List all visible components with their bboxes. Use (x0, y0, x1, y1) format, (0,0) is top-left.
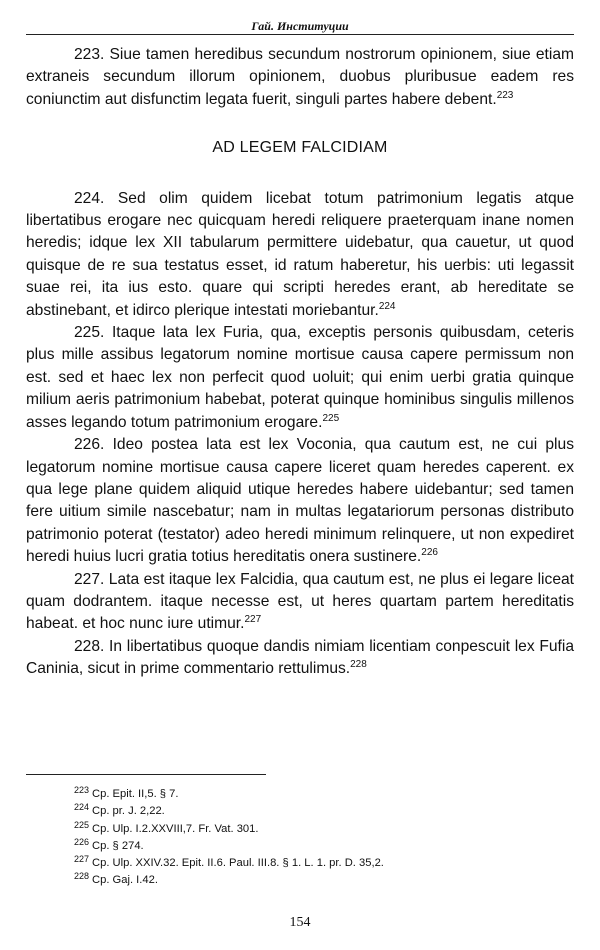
paragraph-text: 223. Siue tamen heredibus secundum nostrorum opinionem, siue etiam extraneis secundum illorum opinionem, duobus pluribusue eadem res coniunctim aut disfunctim legata fuerit, singuli partes habere debent. (26, 46, 574, 108)
running-title: Гай. Институции (251, 19, 349, 33)
section-heading: AD LEGEM FALCIDIAM (212, 139, 388, 157)
paragraph-text: 227. Lata est itaque lex Falcidia, qua cautum est, ne plus ei legare liceat quam dodrantem. itaque necesse est, ut heres quartam partem hereditatis habeat. et hoc nunc iure utimur. (26, 570, 574, 633)
footnote-number: 226 (74, 836, 90, 847)
paragraph-text: 224. Sed olim quidem licebat totum patrimonium legatis atque libertatibus erogare nec quicquam heredi reliquere praeterquam inane nomen heredis; idque lex XII tabularum permittere uidebatur, qua cauetur, ut quod quisque de re sua testatus esset, id ratum haberetur, his uerbis: uti legassit suae rei, ita ius esto. quare qui scripti heredes erant, ab hereditate se abstinebant, et idirco plerique intestati moriebantur. (26, 189, 574, 319)
footnote (74, 872, 384, 889)
paragraph-text: 228. In libertatibus quoque dandis nimiam licentiam conpescuit lex Fufia Caninia, sicut in prime commentario rettulimus. (26, 637, 574, 678)
footnote-ref: 228 (350, 659, 367, 671)
footnote-text: Cp. pr. J. 2,22. (92, 805, 165, 818)
footnote-number: 227 (74, 854, 90, 865)
footnote-text: Cp. § 274. (92, 839, 144, 852)
paragraph-226 (26, 434, 574, 568)
paragraph-224 (26, 188, 574, 322)
main-text (26, 44, 574, 681)
footnote (74, 838, 384, 855)
paragraph-228 (26, 636, 574, 681)
footnote-text: Cp. Ulp. XXIV.32. Epit. II.6. Paul. III.8. § 1. L. 1. pr. D. 35,2. (92, 857, 384, 870)
footnote-ref: 226 (421, 547, 438, 559)
footnote-ref: 225 (322, 412, 340, 424)
footnotes (74, 786, 384, 890)
header-rule (26, 34, 574, 35)
footnote (74, 855, 384, 872)
footnote-text: Cp. Gaj. I.42. (92, 874, 158, 887)
running-header (26, 16, 574, 34)
paragraph-223 (26, 44, 574, 111)
footnote-number: 228 (74, 871, 90, 882)
paragraph-227 (26, 569, 574, 636)
footnote-number: 224 (74, 802, 90, 813)
footnote-text: Cp. Epit. II,5. § 7. (92, 788, 179, 800)
footnote (74, 821, 384, 838)
footnote (74, 803, 384, 820)
paragraph-text: 225. Itaque lata lex Furia, qua, exceptis personis quibusdam, ceteris plus mille assibus legatorum nomine mortisue causa capere permissum non est. sed et haec lex non perfecit quod uoluit; qui enim uerbi gratia quinque milium aeris patrimonium habebat, poterat quinque hominibus singulis millenos asses legando totum patrimonium erogare. (26, 324, 574, 431)
paragraph-text: 226. Ideo postea lata est lex Voconia, qua cautum est, ne cui plus legatorum nomine mortisue causa capere liceret quam heredes caperent. ex qua lege plane quidem aliquid utique heredes habere uidebantur; sed tamen fere uitium simile nascebatur; nam in multas legatariorum personas distributo patrimonio poterat (testator) adeo heredi minimum relinquere, ut non expediret heredi huius lucri gratia totius hereditatis onera sustinere. (26, 436, 574, 566)
footnote-number: 223 (74, 785, 90, 795)
footnote-divider (26, 774, 266, 775)
footnote-ref: 223 (496, 89, 514, 101)
footnote-ref: 224 (378, 300, 396, 312)
footnote (74, 786, 384, 803)
paragraph-225 (26, 322, 574, 434)
footnote-number: 225 (74, 819, 90, 830)
page-number: 154 (289, 915, 311, 930)
footnote-text: Cp. Ulp. I.2.XXVIII,7. Fr. Vat. 301. (92, 822, 259, 835)
footnote-ref: 227 (244, 614, 262, 626)
